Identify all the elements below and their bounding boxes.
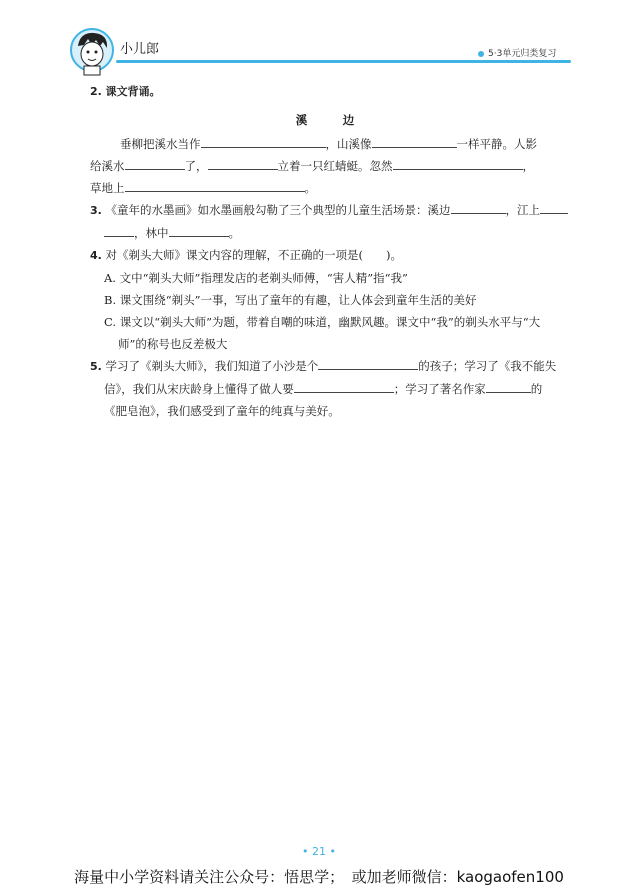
option-c-cont: 师”的称号也反差极大 xyxy=(118,337,228,351)
header-divider xyxy=(116,60,571,63)
question-5: 5. 学习了《剃头大师》，我们知道了小沙是个 的孩子；学习了《我不能失 xyxy=(90,359,557,373)
question-2: 2. 课文背诵。 xyxy=(90,85,161,98)
blank-field[interactable] xyxy=(169,224,229,237)
blank-field[interactable] xyxy=(393,157,523,170)
question-3: 3. 《童年的水墨画》如水墨画般勾勒了三个典型的儿童生活场景：溪边 ，江上 xyxy=(90,199,572,222)
blank-field[interactable] xyxy=(294,380,394,393)
blank-field[interactable] xyxy=(486,380,531,393)
blank-field[interactable] xyxy=(540,201,568,214)
option-b: B. 课文围绕“剃头”一事，写出了童年的有趣，让人体会到童年生活的美好 xyxy=(104,293,477,307)
blank-field[interactable] xyxy=(125,157,185,170)
footer-watermark: 海量中小学资料请关注公众号：悟思学； 或加老师微信：kaogaofen100 xyxy=(74,868,564,886)
poem-line-2: 给溪水 了， 立着一只红蜻蜓。忽然 ， xyxy=(90,159,534,173)
blank-field[interactable] xyxy=(208,157,278,170)
brand-label: 小儿郎 xyxy=(120,42,160,57)
blank-field[interactable] xyxy=(104,224,134,237)
question-3-cont: ，林中 。 xyxy=(90,222,572,244)
blank-field[interactable] xyxy=(201,135,326,148)
page-number: • 21 • xyxy=(302,845,336,858)
bullet-icon xyxy=(478,51,484,57)
blank-field[interactable] xyxy=(318,357,418,370)
option-a: A. 文中“剃头大师”指理发店的老剃头师傅，“害人精”指“我” xyxy=(104,271,408,285)
poem-line-1: 垂柳把溪水当作 ，山溪像 一样平静。人影 xyxy=(120,137,537,151)
page-header xyxy=(0,0,638,80)
blank-field[interactable] xyxy=(372,135,457,148)
series-label: 5·3单元归类复习 xyxy=(478,46,556,59)
poem-line-3: 草地上 。 xyxy=(90,181,316,195)
question-4: 4. 对《剃头大师》课文内容的理解，不正确的一项是( )。 xyxy=(90,248,402,262)
boy-mascot-icon xyxy=(70,28,114,76)
option-c: C. 课文以“剃头大师”为题，带着自嘲的味道，幽默风趣。课文中“我”的剃头水平与“大 xyxy=(104,315,541,329)
question-5-line2: 信》，我们从宋庆龄身上懂得了做人要 ；学习了著名作家 的 xyxy=(104,382,543,396)
blank-field[interactable] xyxy=(125,179,305,192)
blank-field[interactable] xyxy=(451,201,506,214)
poem-title: 溪 边 xyxy=(295,113,367,127)
question-5-line3: 《肥皂泡》，我们感受到了童年的纯真与美好。 xyxy=(104,404,340,418)
worksheet-content xyxy=(90,80,572,422)
